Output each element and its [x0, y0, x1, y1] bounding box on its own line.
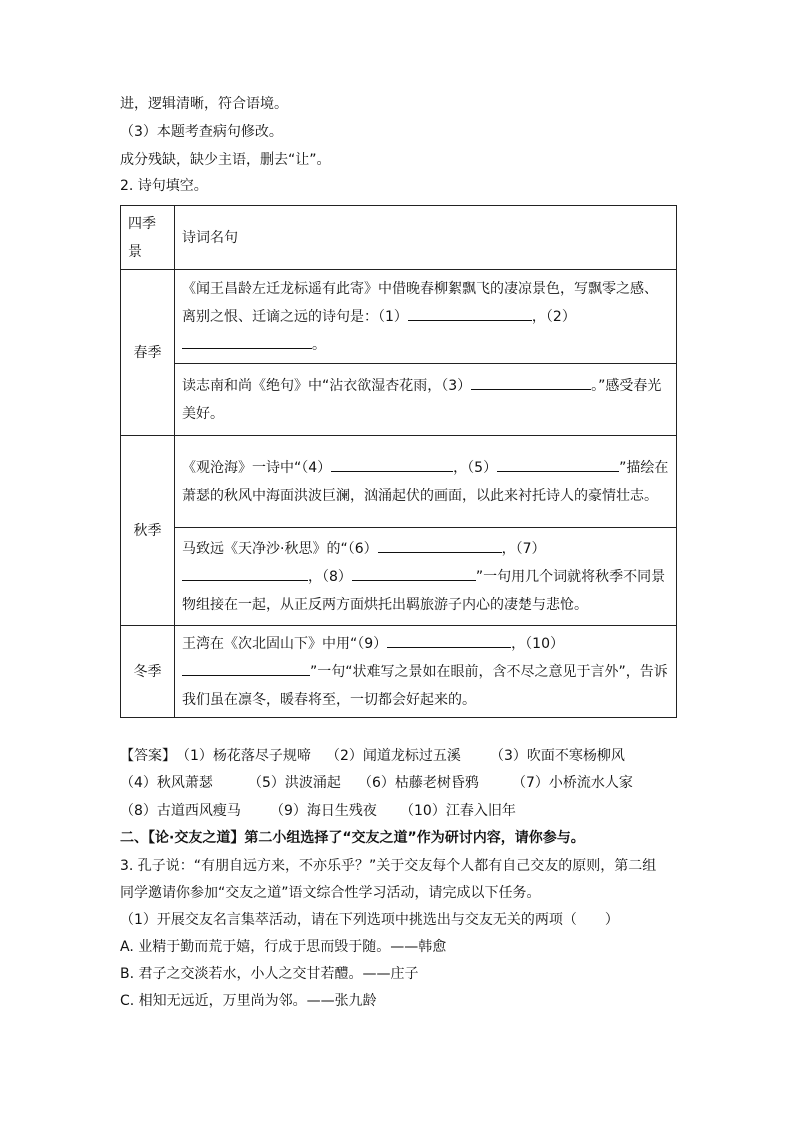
intro-line-3: 成分残缺，缺少主语，删去“让”。	[120, 152, 331, 168]
answer-blank-10[interactable]	[182, 661, 310, 676]
answer-10: （10）江春入旧年	[400, 803, 516, 819]
spring-row-2	[121, 364, 677, 436]
spring-item-2-text-b: 。”感受春光美好。	[182, 377, 662, 422]
answer-1: （1）杨花落尽子规啼	[176, 748, 311, 764]
answer-8: （8）古道西风瘦马	[120, 803, 241, 819]
autumn-item-2-text-a: 马致远《天净沙·秋思》的“（6）	[182, 540, 378, 557]
autumn-row-1	[121, 436, 677, 528]
section-2-heading: 二、【论·交友之道】第二小组选择了“交友之道”作为研讨内容，请你参与。	[120, 830, 585, 846]
autumn-item-1	[175, 436, 677, 528]
spring-item-1-text-a: 《闻王昌龄左迁龙标遥有此寄》中借晚春柳絮飘飞的凄凉景色，写飘零之感、离别之恨、迁谪之远的诗句是：（1）	[182, 280, 658, 325]
answer-blank-8[interactable]	[352, 566, 476, 581]
autumn-item-1-text-b: ，（5）	[453, 459, 498, 476]
question-3-line-2: 同学邀请你参加“交友之道”语文综合性学习活动，请完成以下任务。	[120, 885, 541, 901]
winter-item-1-text-a: 王湾在《次北固山下》中用“（9）	[182, 635, 388, 652]
answer-6: （6）枯藤老树昏鸦	[358, 775, 479, 791]
header-verses: 诗词名句	[175, 206, 677, 270]
autumn-item-1-text-c: ”描绘在萧瑟的秋风中海面洪波巨澜，汹涌起伏的画面，以此来衬托诗人的豪情壮志。	[182, 459, 669, 504]
answer-blank-3[interactable]	[471, 375, 591, 390]
winter-item-1-text-c: ”一句“状难写之景如在眼前，含不尽之意见于言外”，告诉我们虽在凛冬，暖春将至，一切都会好起来的。	[182, 663, 668, 708]
spring-row-1	[121, 270, 677, 364]
answer-blank-9[interactable]	[387, 633, 511, 648]
answer-blank-5[interactable]	[497, 457, 619, 472]
answer-blank-7[interactable]	[182, 566, 308, 581]
answer-label: 【答案】	[120, 748, 176, 764]
autumn-item-2-text-b: ，（7）	[501, 540, 546, 557]
spring-item-2-text-a: 读志南和尚《绝句》中“沾衣欲湿杏花雨，（3）	[182, 377, 472, 394]
winter-row	[121, 626, 677, 718]
answer-blank-4[interactable]	[331, 457, 453, 472]
autumn-item-2-text-d: ”一句用几个词就将秋季不同景物组接在一起，从正反两方面烘托出羁旅游子内心的凄楚与悲怆。	[182, 568, 666, 613]
spring-item-2	[175, 364, 677, 436]
spring-item-1	[175, 270, 677, 364]
spring-item-1-text-b: ，（2）	[531, 308, 576, 325]
option-a: A. 业精于勤而荒于嬉，行成于思而毁于随。——韩愈	[120, 939, 447, 955]
table-header-row	[121, 206, 677, 270]
spring-item-1-text-c: 。	[312, 336, 326, 353]
answer-2: （2）闻道龙标过五溪	[326, 748, 461, 764]
question-3-sub-1: （1）开展交友名言集萃活动，请在下列选项中挑选出与交友无关的两项（ ）	[120, 912, 619, 928]
option-c: C. 相知无远近，万里尚为邻。——张九龄	[120, 993, 377, 1009]
option-b: B. 君子之交淡若水，小人之交甘若醴。——庄子	[120, 966, 419, 982]
question-2-title: 2. 诗句填空。	[120, 178, 208, 194]
answer-7: （7）小桥流水人家	[512, 775, 633, 791]
winter-item-1	[175, 626, 677, 718]
poem-fill-table	[120, 205, 677, 718]
autumn-item-2-text-c: ，（8）	[308, 568, 352, 585]
autumn-row-2	[121, 528, 677, 626]
answer-blank-6[interactable]	[378, 538, 502, 553]
header-season: 四季景	[121, 206, 175, 270]
question-3-line-1: 3. 孔子说：“有朋自远方来，不亦乐乎？”关于交友每个人都有自己交友的原则，第二组	[120, 858, 657, 874]
season-autumn: 秋季	[121, 436, 175, 626]
season-spring: 春季	[121, 270, 175, 436]
answer-5: （5）洪波涌起	[248, 775, 341, 791]
answer-9: （9）海日生残夜	[270, 803, 377, 819]
autumn-item-2	[175, 528, 677, 626]
answer-blank-1[interactable]	[408, 306, 532, 321]
intro-line-1: 进，逻辑清晰，符合语境。	[120, 96, 288, 112]
intro-line-2: （3）本题考查病句修改。	[120, 124, 283, 140]
season-winter: 冬季	[121, 626, 175, 718]
winter-item-1-text-b: ，（10）	[511, 635, 564, 652]
answer-blank-2[interactable]	[182, 334, 312, 349]
autumn-item-1-text-a: 《观沧海》一诗中“（4）	[182, 459, 332, 476]
answer-3: （3）吹面不寒杨柳风	[490, 748, 625, 764]
answer-4: （4）秋风萧瑟	[120, 775, 213, 791]
